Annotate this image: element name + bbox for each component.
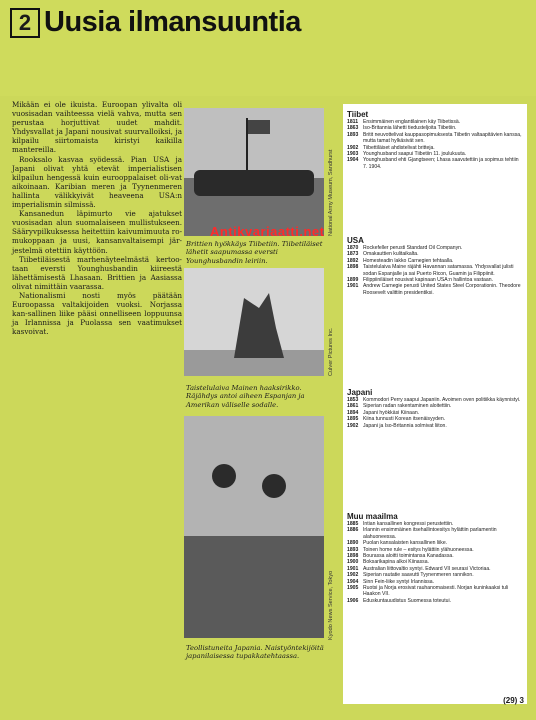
photo-tibet-image [184,108,324,236]
paragraph: Mikään ei ole ikuista. Euroopan ylivalta oli vuosisadan vaihteessa vielä vahva, mutta sen perustaa horjuttivat uudet mahdit. Yhdysvallat ja Japani nousivat suurvalloiksi, ja kilpailu siirtomaista kiristyi kaikilla mantereilla. [12,100,182,155]
timeline-year: 1853 [347,397,359,403]
timeline-text: Homesteadin lakko Carnegien tehtaalla. [363,257,454,264]
timeline-year: 1900 [347,559,359,566]
timeline-text: Younghusband saapui Tiibetiin 11. joulukuuta. [363,151,467,158]
timeline-text: Australian liittovaltio syntyi. Edward VII seurasi Victoriaa. [363,565,491,572]
timeline-year: 1903 [347,151,359,158]
credit-japan: Kyodo News Service, Tokyo [328,570,334,640]
timeline-year: 1886 [347,527,359,534]
timeline-sidebar [343,104,527,704]
photo-maine [184,268,324,376]
chapter-number: 2 [10,8,40,38]
timeline-text: Younghusband ehti Gjangtseen; Lhasa saavutettiin ja sopimus tehtiin 7. 1904. [363,157,519,170]
caption-maine: Taistelulaiva Mainen haaksirikko. Räjähdys antoi aiheen Espanjan ja Amerikan väliselle sodalle. [186,384,305,409]
paragraph: Rooksalo kasvaa syödessä. Pian USA ja Japani olivat yhtä etevät imperialistisen kilpailun hengessä kuin eurooppalaiset oli-vat aikoinaan. Karibian meren ja Tyynenmeren hallinta välikkyivät heaveena USA:n imperialismin silmissä. [12,154,182,210]
timeline-text: Kommodori Perry saapui Japaniin. Avoimen oven politiikka käynnistyi. [363,397,521,403]
timeline-year: 1902 [347,422,359,429]
timeline-entry [347,423,523,429]
timeline-year: 1898 [347,264,359,271]
timeline-year: 1885 [347,521,359,527]
timeline-year: 1892 [347,257,359,264]
paragraph: Nationalismi nosti myös päätään Euroopassa valtakijoiden vuoksi. Norjassa kan-sallinen liike pääsi onnelliseen loppuunsa ja Irlannissa ja Puolassa sen vaatimukset kasvoivat. [12,290,182,337]
timeline-entry [347,132,523,145]
timeline-text: Japani ja Iso-Britannia solmivat liiton. [363,422,447,429]
timeline-year: 1890 [347,540,359,547]
timeline-year: 1904 [347,578,359,585]
credit-maine: Culver Pictures Inc. [328,327,334,376]
timeline-text: Ruotsi ja Norja erosivat rauhanomaisesti. Norjan kuninkaaksi tuli Haakon VII. [363,585,509,598]
timeline-section-usa [347,236,523,296]
timeline-entry [347,585,523,598]
page-number: (29) 3 [503,696,524,705]
photo-japan [184,416,324,638]
timeline-text: Irlannin ensimmäinen itsehallintoesitys hylättiin parlamentin alahuoneessa. [363,527,497,540]
photo-maine-image [184,268,324,376]
body-text [12,100,182,336]
timeline-text: Siperian radan rakentaminen aloitettiin. [363,403,452,410]
timeline-entry [347,157,523,170]
timeline-year: 1894 [347,409,359,416]
timeline-year: 1893 [347,131,359,138]
timeline-year: 1861 [347,403,359,410]
section-title: Tiibet [347,110,369,119]
timeline-text: Puolan kansalaisten kansallinen liike. [363,540,448,547]
watermark: Antikvariaatti.net [210,224,325,239]
timeline-text: Bourassa aloitti toimintansa Kanadassa. [363,553,454,560]
timeline-text: Omakauttien kulitaikalta. [363,251,419,258]
section-title: USA [347,236,364,245]
timeline-text: Boksarikapina alkoi Kiinassa. [363,559,429,566]
timeline-year: 1901 [347,565,359,572]
caption-japan: Teollistuneita Japania. Naistyöntekijöitä japanilaisessa tupakkatehtaassa. [186,644,324,661]
timeline-entry [347,527,523,540]
timeline-year: 1902 [347,572,359,579]
timeline-year: 1905 [347,585,359,592]
timeline-text: Taistelulaiva Maine räjähti Havannan satamassa. Yhdysvallat julisti sodan Espanjalle ja sai Puerto Ricon, Guamin ja Filippiinit. [363,264,514,277]
timeline-section-japan [347,388,523,429]
section-title: Muu maailma [347,512,398,521]
timeline-text: Kiina tunnusti Korean itsenäisyyden. [363,416,446,423]
timeline-section-tibet [347,110,523,170]
timeline-year: 1898 [347,553,359,560]
timeline-year: 1901 [347,283,359,290]
credit-tibet: National Army Museum, Sandhurst [328,149,334,236]
timeline-year: 1870 [347,245,359,251]
timeline-text: Toinen home rule – esitys hylättiin ylähuoneessa. [363,546,474,553]
timeline-entry [347,598,523,604]
timeline-year: 1873 [347,251,359,258]
timeline-text: Andrew Carnegie perusti United States Steel Corporationin. Theodore Roosevelt valittiin presidentiksi. [363,283,521,296]
paragraph: Tiibetiläisestä marhenäyteelmästä kertoo-taan eversti Younghusbandin kiireestä lähettämisestä Lhasaan. Brittien ja Aasiassa olivat nimittäin vaarassa. [12,254,182,291]
timeline-text: Ensimmäinen englantilainen käy Tiibetissä. [363,119,461,125]
page-title: Uusia ilmansuuntia [44,6,301,38]
page-header [0,0,536,96]
photo-tibet [184,108,324,236]
timeline-text: Intian kansallinen kongressi perustettiin. [363,521,454,527]
timeline-entry [347,283,523,296]
timeline-year: 1811 [347,119,359,125]
timeline-text: Filippiiniläiset nousivat kapinaan USA:n hallintoa vastaan. [363,277,493,284]
timeline-text: Tiibettiläiset ahdistelivat britteja. [363,144,435,151]
timeline-text: Siperian rautatie saavutti Tyynenmeren rannikon. [363,572,474,579]
timeline-year: 1863 [347,125,359,132]
paragraph: Kansanedun läpimurto vie ajatukset vuosisadan alun suomalaiseen mullistukseen. Sääryvpilkuksessa heitettiin kaivumimuuta ro-mukoppaan ja uusi, kansanvaltaisempi jär-jestelmä otettiin käyttöön. [12,209,182,255]
timeline-text: Sinn Fein-liike syntyi Irlannissa. [363,578,435,585]
photo-japan-image [184,416,324,638]
timeline-year: 1893 [347,546,359,553]
timeline-text: Britit neuvottelivat kauppasopimuksesta Tiibetin valtaapitävien kanssa, mutta tamat hylkäsivät sen. [363,131,522,145]
timeline-text: Eduskuntauudistus Suomessa toteutui. [363,597,452,604]
timeline-year: 1902 [347,144,359,151]
timeline-text: Rockefeller perusti Standard Oil Companyn. [363,245,463,251]
timeline-year: 1904 [347,157,359,164]
timeline-text: Japani hyökkäsi Kiinaan. [363,409,420,416]
timeline-section-world [347,512,523,604]
timeline-year: 1895 [347,416,359,423]
timeline-text: Iso-Britannia lähetti tiedusteljoita Tiibetiin. [363,125,457,132]
timeline-year: 1906 [347,597,359,604]
caption-tibet: Brittien hyökkäys Tiibetiin. Tiibetiläiset lähetit saapumassa eversti Younghusbandin leiriin. [186,240,323,265]
section-title: Japani [347,388,373,397]
timeline-year: 1899 [347,277,359,284]
timeline-entry [347,264,523,277]
